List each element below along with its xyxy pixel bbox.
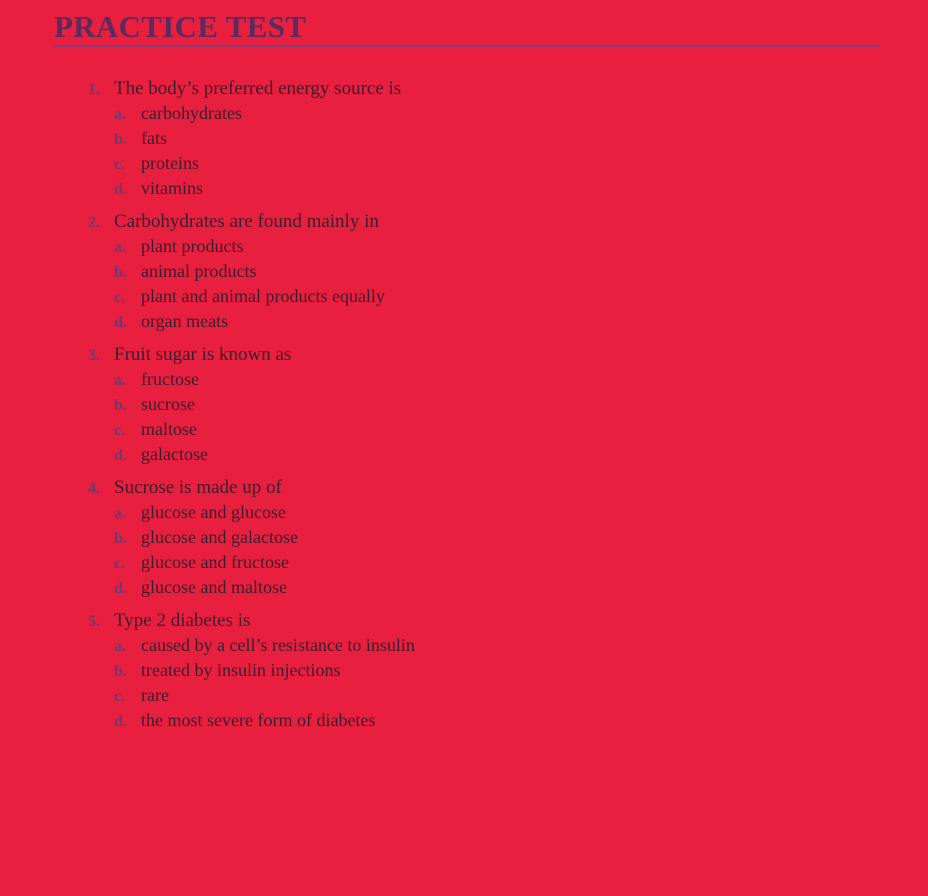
- option-text: the most severe form of diabetes: [141, 710, 376, 730]
- option-text: glucose and maltose: [141, 577, 287, 597]
- option-b[interactable]: [114, 658, 848, 683]
- option-text: galactose: [141, 444, 208, 464]
- option-letter: b.: [114, 131, 127, 148]
- option-a[interactable]: [114, 234, 848, 259]
- answer-options: [114, 633, 848, 733]
- answer-options: [114, 500, 848, 600]
- question-number: 4.: [88, 480, 100, 497]
- question-stem: [88, 209, 848, 234]
- option-c[interactable]: [114, 151, 848, 176]
- question-text: Fruit sugar is known as: [114, 344, 292, 365]
- question-text: Sucrose is made up of: [114, 477, 282, 498]
- question-text: Carbohydrates are found mainly in: [114, 211, 379, 232]
- question-stem: [88, 76, 848, 101]
- option-letter: b.: [114, 530, 127, 547]
- option-letter: b.: [114, 663, 127, 680]
- question-stem: [88, 342, 848, 367]
- option-c[interactable]: [114, 550, 848, 575]
- option-letter: d.: [114, 713, 127, 730]
- question-5: [88, 608, 848, 733]
- answer-options: [114, 234, 848, 334]
- option-text: sucrose: [141, 394, 195, 414]
- option-text: organ meats: [141, 311, 229, 331]
- option-letter: d.: [114, 580, 127, 597]
- answer-options: [114, 101, 848, 201]
- option-text: vitamins: [141, 178, 203, 198]
- page-header: [54, 8, 880, 47]
- option-letter: c.: [114, 688, 126, 705]
- option-b[interactable]: [114, 126, 848, 151]
- option-text: caused by a cell’s resistance to insulin: [141, 635, 415, 655]
- question-number: 3.: [88, 347, 100, 364]
- option-letter: a.: [114, 239, 126, 256]
- option-letter: c.: [114, 555, 126, 572]
- question-stem: [88, 608, 848, 633]
- option-text: treated by insulin injections: [141, 660, 341, 680]
- question-text: The body’s preferred energy source is: [114, 78, 402, 99]
- option-text: proteins: [141, 153, 199, 173]
- question-4: [88, 475, 848, 600]
- question-1: [88, 76, 848, 201]
- option-text: rare: [141, 685, 169, 705]
- question-text: Type 2 diabetes is: [114, 610, 251, 631]
- option-text: maltose: [141, 419, 197, 439]
- option-letter: d.: [114, 314, 127, 331]
- question-number: 1.: [88, 81, 100, 98]
- question-stem: [88, 475, 848, 500]
- option-letter: b.: [114, 397, 127, 414]
- question-number: 5.: [88, 613, 100, 630]
- option-b[interactable]: [114, 259, 848, 284]
- option-d[interactable]: [114, 708, 848, 733]
- option-text: fats: [141, 128, 167, 148]
- option-d[interactable]: [114, 309, 848, 334]
- option-a[interactable]: [114, 101, 848, 126]
- option-d[interactable]: [114, 442, 848, 467]
- option-c[interactable]: [114, 284, 848, 309]
- option-letter: b.: [114, 264, 127, 281]
- option-c[interactable]: [114, 683, 848, 708]
- answer-options: [114, 367, 848, 467]
- option-text: plant products: [141, 236, 244, 256]
- option-a[interactable]: [114, 500, 848, 525]
- option-text: glucose and fructose: [141, 552, 289, 572]
- question-list: [88, 76, 848, 741]
- option-a[interactable]: [114, 633, 848, 658]
- option-letter: c.: [114, 422, 126, 439]
- option-letter: a.: [114, 638, 126, 655]
- option-d[interactable]: [114, 176, 848, 201]
- option-text: carbohydrates: [141, 103, 242, 123]
- option-a[interactable]: [114, 367, 848, 392]
- option-text: animal products: [141, 261, 257, 281]
- question-3: [88, 342, 848, 467]
- question-2: [88, 209, 848, 334]
- option-c[interactable]: [114, 417, 848, 442]
- question-number: 2.: [88, 214, 100, 231]
- page-title: PRACTICE TEST: [54, 9, 307, 44]
- option-b[interactable]: [114, 525, 848, 550]
- option-letter: a.: [114, 372, 126, 389]
- option-text: fructose: [141, 369, 199, 389]
- option-letter: d.: [114, 447, 127, 464]
- option-b[interactable]: [114, 392, 848, 417]
- option-letter: a.: [114, 106, 126, 123]
- option-letter: d.: [114, 181, 127, 198]
- option-letter: c.: [114, 156, 126, 173]
- option-d[interactable]: [114, 575, 848, 600]
- option-text: glucose and glucose: [141, 502, 286, 522]
- option-letter: c.: [114, 289, 126, 306]
- option-text: plant and animal products equally: [141, 286, 385, 306]
- option-text: glucose and galactose: [141, 527, 298, 547]
- option-letter: a.: [114, 505, 126, 522]
